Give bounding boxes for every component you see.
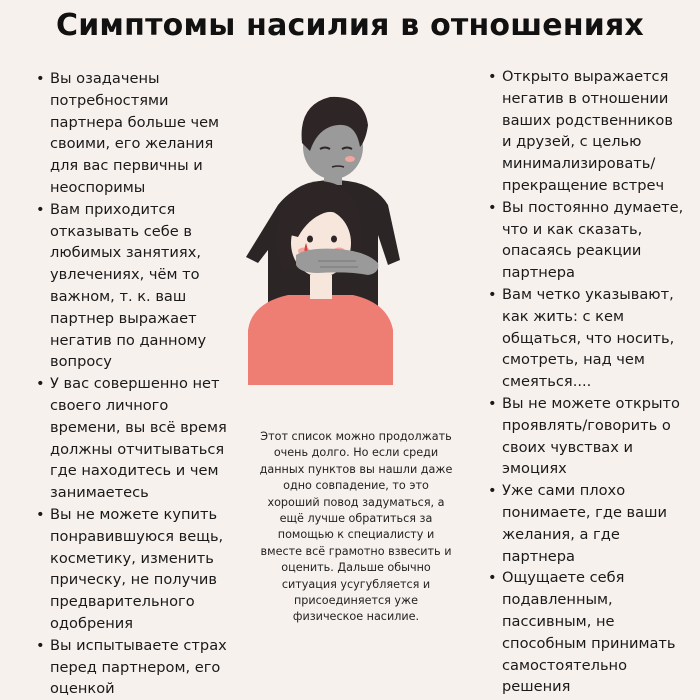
abuser-illustration-icon (238, 85, 413, 385)
list-item: • Вы испытываете страх перед партнером, его оценкой (34, 635, 239, 700)
list-item: • Вам четко указывают, как жить: с кем общаться, что носить, смотреть, над чем смеяться.... (486, 284, 686, 393)
list-item: • Вы озадачены потребностями партнера больше чем своими, его желания для вас первичны и неоспоримы (34, 68, 239, 199)
list-item: • Ощущаете себя подавленным, пассивным, не способным принимать самостоятельно решения (486, 567, 686, 698)
list-item: • Вам приходится отказывать себе в любимых занятиях, увлечениях, чём то важном, т. к. ваш партнер выражает негатив по данному вопросу (34, 199, 239, 373)
list-item: • Вы не можете открыто проявлять/говорить о своих чувствах и эмоциях (486, 393, 686, 480)
page-title: Симптомы насилия в отношениях (56, 8, 644, 43)
list-item: • У вас совершенно нет своего личного времени, вы всё время должны отчитываться где находитесь и чем занимаетесь (34, 373, 239, 504)
list-item: • Открыто выражается негатив в отношении ваших родственников и друзей, с целью минимализировать/ прекращение встреч (486, 66, 686, 197)
symptom-list-left (34, 68, 239, 700)
closing-note: Этот список можно продолжать очень долго. Но если среди данных пунктов вы нашли даже одно совпадение, то это хороший повод задуматься, а ещё лучше обратиться за помощью к специалисту и вместе всё грамотно взвесить и оценить. Дальше обычно ситуация усугубляется и присоединяется уже физическое насилие. (259, 430, 453, 624)
list-item: • Уже сами плохо понимаете, где ваши желания, а где партнера (486, 480, 686, 567)
list-item: • Вы постоянно думаете, что и как сказать, опасаясь реакции партнера (486, 197, 686, 284)
list-item: • Вы не можете купить понравившуюся вещь, косметику, изменить прическу, не получив предварительного одобрения (34, 504, 239, 635)
symptom-list-right (486, 66, 686, 698)
